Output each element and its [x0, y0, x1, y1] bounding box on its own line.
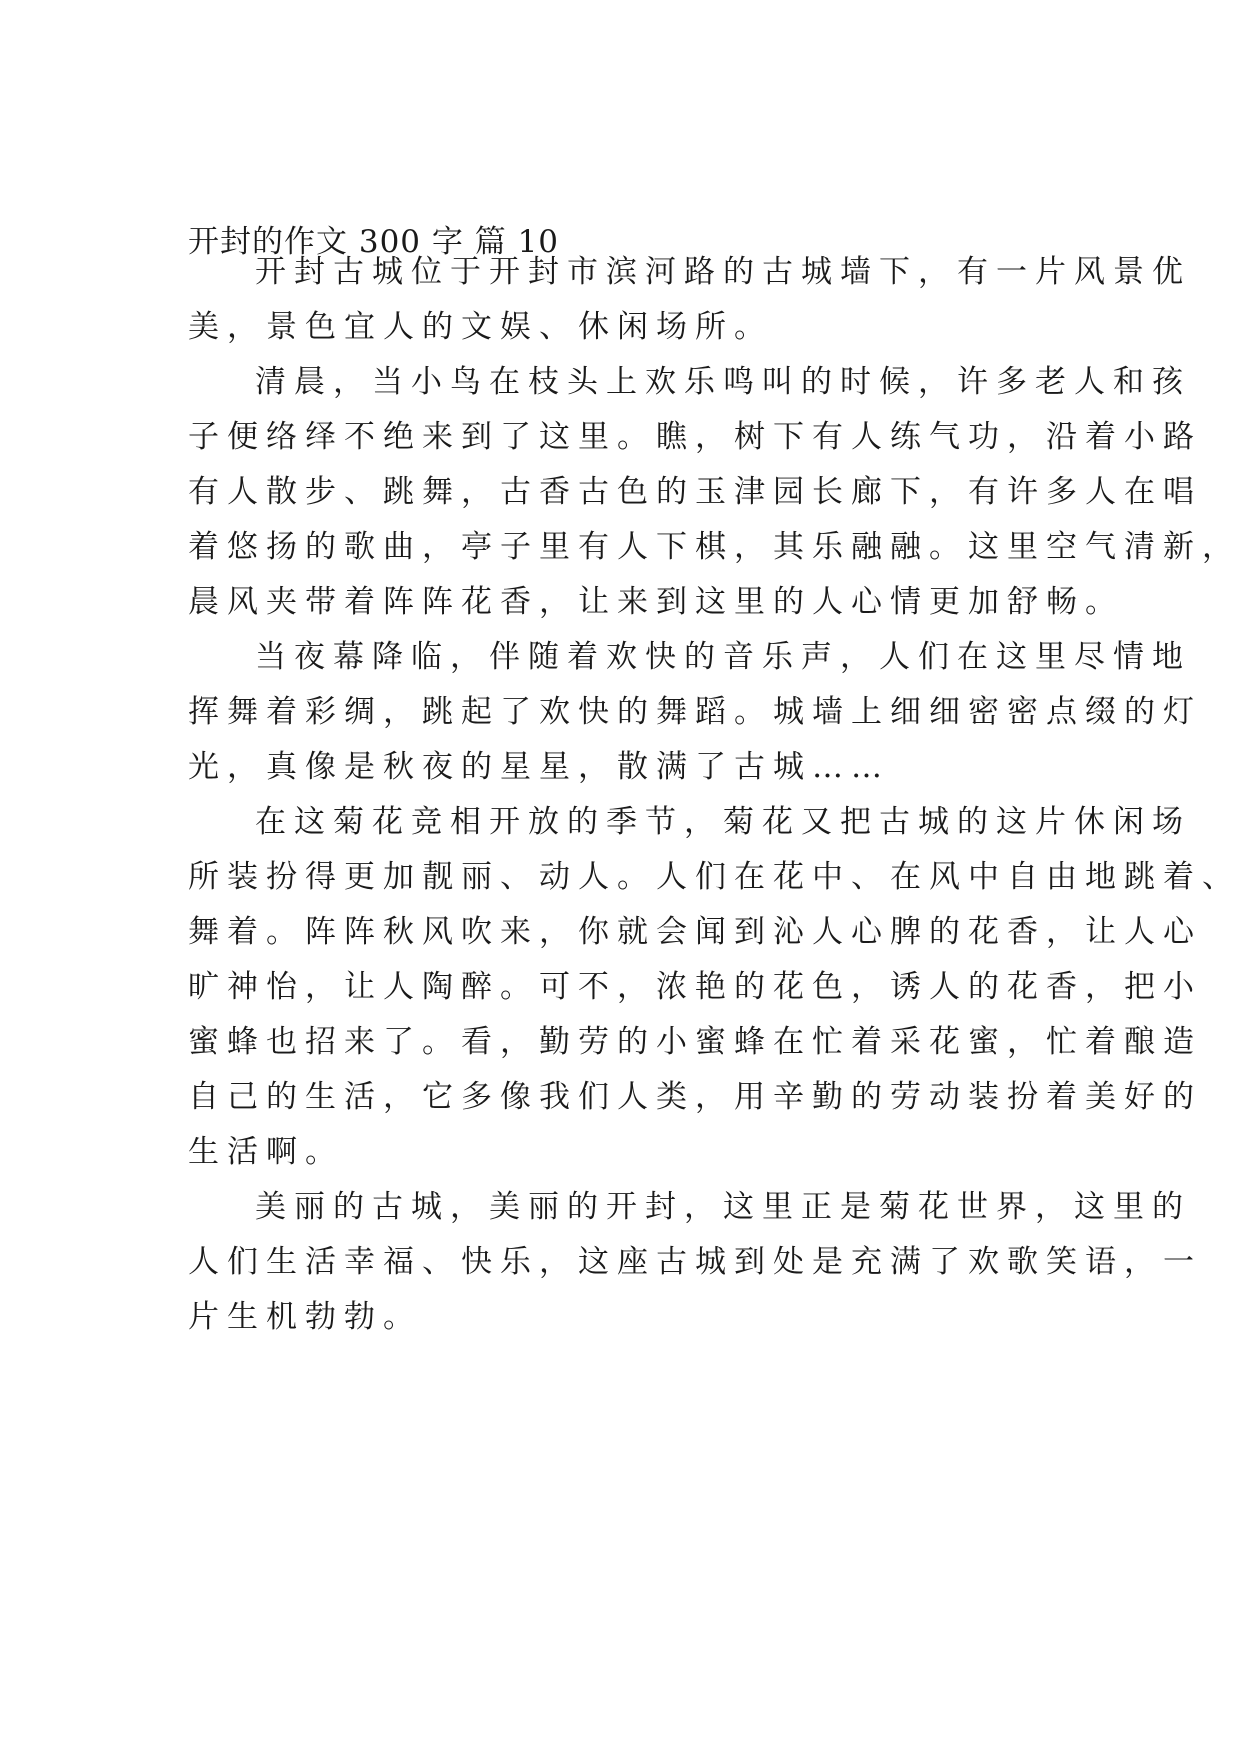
paragraph-line: 有人散步、跳舞，古香古色的玉津园长廊下，有许多人在唱 [188, 474, 1202, 510]
paragraph-line: 片生机勃勃。 [188, 1299, 422, 1335]
paragraph-line: 旷神怡，让人陶醉。可不，浓艳的花色，诱人的花香，把小 [188, 969, 1202, 1005]
paragraph-line: 光，真像是秋夜的星星，散满了古城…… [188, 749, 890, 785]
document-title: 开封的作文 300 字 篇 10 [188, 224, 560, 260]
paragraph-line: 生活啊。 [188, 1134, 344, 1170]
paragraph-line: 挥舞着彩绸，跳起了欢快的舞蹈。城墙上细细密密点缀的灯 [188, 694, 1202, 730]
paragraph-line: 自己的生活，它多像我们人类，用辛勤的劳动装扮着美好的 [188, 1079, 1202, 1115]
paragraph-line: 美，景色宜人的文娱、休闲场所。 [188, 309, 773, 345]
paragraph-line: 人们生活幸福、快乐，这座古城到处是充满了欢歌笑语，一 [188, 1244, 1202, 1280]
paragraph-line: 子便络绎不绝来到了这里。瞧，树下有人练气功，沿着小路 [188, 419, 1202, 455]
paragraph-line: 清晨，当小鸟在枝头上欢乐鸣叫的时候，许多老人和孩 [255, 364, 1191, 400]
paragraph-line: 所装扮得更加靓丽、动人。人们在花中、在风中自由地跳着、 [188, 859, 1241, 895]
paragraph-line: 晨风夹带着阵阵花香，让来到这里的人心情更加舒畅。 [188, 584, 1124, 620]
paragraph-line: 在这菊花竞相开放的季节，菊花又把古城的这片休闲场 [255, 804, 1191, 840]
paragraph-line: 蜜蜂也招来了。看，勤劳的小蜜蜂在忙着采花蜜，忙着酿造 [188, 1024, 1202, 1060]
paragraph-line: 舞着。阵阵秋风吹来，你就会闻到沁人心脾的花香，让人心 [188, 914, 1202, 950]
paragraph-line: 着悠扬的歌曲，亭子里有人下棋，其乐融融。这里空气清新， [188, 529, 1241, 565]
paragraph-line: 当夜幕降临，伴随着欢快的音乐声，人们在这里尽情地 [255, 639, 1191, 675]
paragraph-line: 美丽的古城，美丽的开封，这里正是菊花世界，这里的 [255, 1189, 1191, 1225]
paragraph-line: 开封古城位于开封市滨河路的古城墙下，有一片风景优 [255, 254, 1191, 290]
